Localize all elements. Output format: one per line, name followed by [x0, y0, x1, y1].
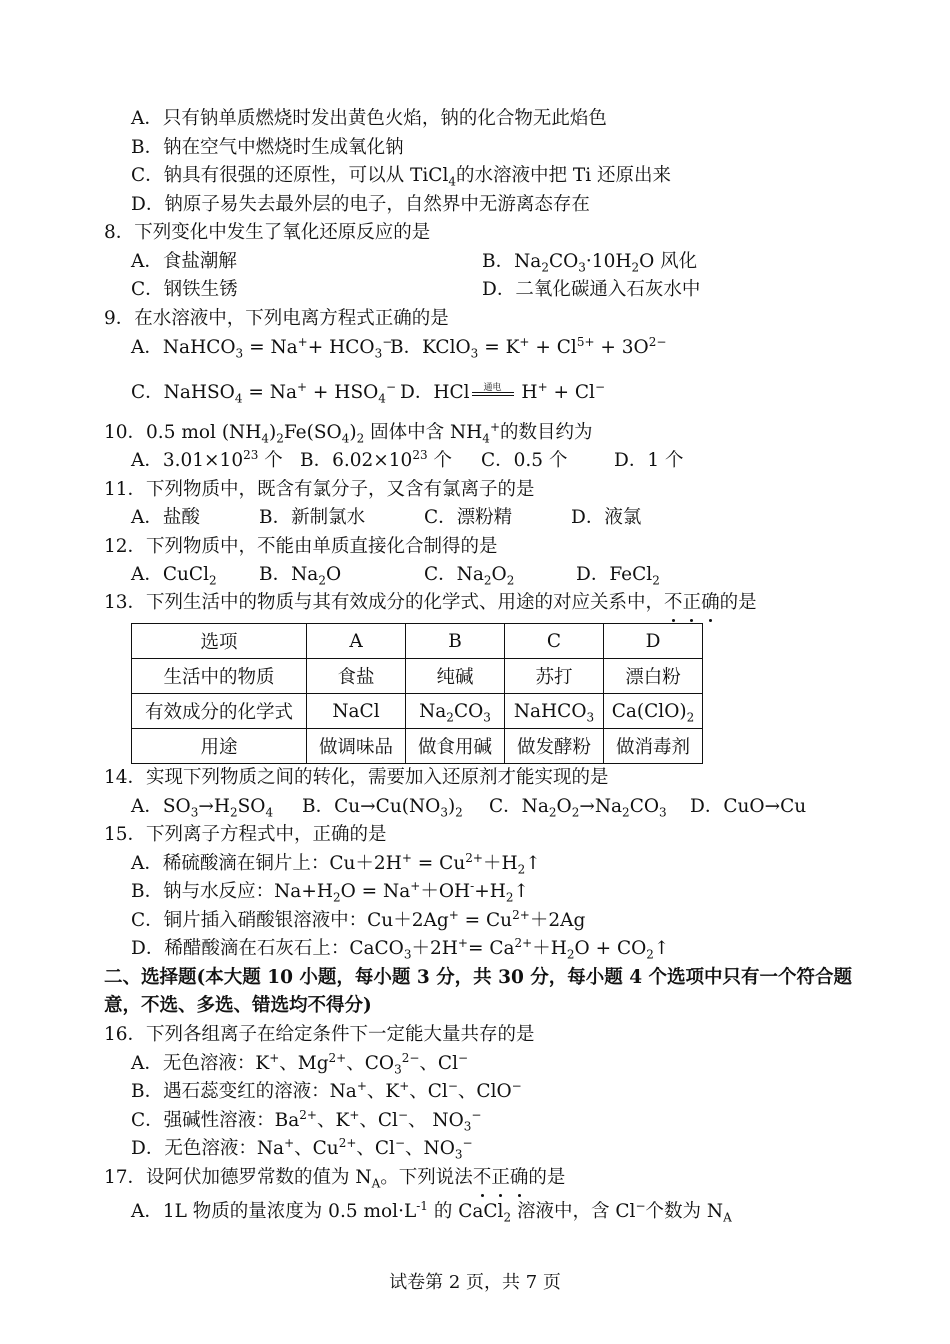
table-cell: 做发酵粉: [505, 729, 604, 764]
q15-option-a: A．稀硫酸滴在铜片上：$Cu+2H^+ = Cu^{2+}+H_2↑$: [131, 850, 541, 877]
q7-option-a: A．只有钠单质燃烧时发出黄色火焰，钠的化合物无此焰色: [131, 108, 607, 129]
q12-option-d: D．FeCl$_2$: [576, 564, 660, 588]
table-cell: 漂白粉: [604, 659, 703, 694]
q14-option-a: A．$SO_3\to H_2SO_4$: [131, 796, 274, 820]
q8-option-b: B．$Na_2CO_3\cdot 10H_2O$ 风化: [482, 251, 698, 275]
q12-option-c: C．$Na_2O_2$: [424, 564, 515, 588]
q17-option-a: A．1L 物质的量浓度为 0.5 $mol\cdot L^{-1}$ 的 CaCl$_2$ 溶液中，含 Cl−个数为 $N_A$: [131, 1198, 732, 1225]
q7-option-d: D．钠原子易失去最外层的电子，自然界中无游离态存在: [131, 194, 590, 215]
table-cell: $Na_2CO_3$: [406, 694, 505, 729]
q12-stem: 12．下列物质中，不能由单质直接化合制得的是: [104, 536, 498, 557]
q13-table: [131, 623, 703, 764]
q9-stem: 9．在水溶液中，下列电离方程式正确的是: [104, 308, 449, 329]
q8-stem: 8．下列变化中发生了氧化还原反应的是: [104, 222, 431, 243]
q16-option-d: D．无色溶液：Na+、$Cu^{2+}$、Cl−、$NO_3^-$: [131, 1135, 473, 1162]
table-row: [132, 624, 703, 659]
table-cell: 选项: [132, 624, 307, 659]
table-cell: B: [406, 624, 505, 659]
q11-option-c: C．漂粉精: [424, 507, 513, 528]
table-cell: 生活中的物质: [132, 659, 307, 694]
q15-option-d: D．稀醋酸滴在石灰石上：CaCO$_3$＋2H+= $Ca^{2+}+H_2O$ + $CO_2↑$: [131, 935, 670, 962]
q10-option-d: D．1 个: [614, 450, 684, 471]
table-row: [132, 694, 703, 729]
q16-option-b: B．遇石蕊变红的溶液：Na+、K+、Cl−、ClO−: [131, 1078, 522, 1102]
q7-option-b: B．钠在空气中燃烧时生成氧化钠: [131, 137, 404, 158]
table-row: [132, 659, 703, 694]
table-cell: 做消毒剂: [604, 729, 703, 764]
q11-stem: 11．下列物质中，既含有氯分子，又含有氯离子的是: [104, 479, 535, 500]
q9-option-d: D．HCl 通电 H+ + Cl−: [400, 380, 605, 406]
q8-option-d: D．二氧化碳通入石灰水中: [482, 279, 701, 300]
q9-option-b: B．KClO$_3$ = $K^+ + Cl^{5+} + 3O^{2-}$: [390, 334, 667, 361]
q16-stem: 16．下列各组离子在给定条件下一定能大量共存的是: [104, 1024, 535, 1045]
q7-option-c: C．钠具有很强的还原性，可以从 TiCl$_4$的水溶液中把 Ti 还原出来: [131, 165, 672, 189]
q15-option-b: B．钠与水反应：$Na+H_2O$ = $Na^++OH^-+H_2↑$: [131, 878, 529, 905]
table-cell: NaCl: [307, 694, 406, 729]
q9-option-a: A．NaHCO$_3$ = $Na^++ HCO_3^-$: [131, 334, 393, 361]
table-cell: 做调味品: [307, 729, 406, 764]
table-cell: A: [307, 624, 406, 659]
q14-option-d: D．CuO→Cu: [690, 796, 807, 817]
table-cell: 食盐: [307, 659, 406, 694]
table-cell: 纯碱: [406, 659, 505, 694]
q14-option-b: B．$Cu\to Cu(NO_3)_2$: [302, 796, 463, 820]
q10-stem: 10．0.5 mol $(NH_4)_2Fe(SO_4)_2$ 固体中含 $NH_4^+$的数目约为: [104, 419, 593, 446]
q8-option-a: A．食盐潮解: [131, 251, 237, 272]
table-cell: 苏打: [505, 659, 604, 694]
table-cell: 用途: [132, 729, 307, 764]
q13-stem: 13．下列生活中的物质与其有效成分的化学式、用途的对应关系中，不正确的是: [104, 590, 757, 616]
q10-option-c: C．0.5 个: [481, 450, 568, 471]
table-cell: NaHCO$_3$: [505, 694, 604, 729]
condition-label: 通电: [483, 383, 502, 393]
table-row: [132, 729, 703, 764]
q9-option-c: C．NaHSO$_4$ = $Na^+ + HSO_4^-$: [131, 379, 396, 406]
table-cell: 做食用碱: [406, 729, 505, 764]
q11-option-a: A．盐酸: [131, 507, 200, 528]
q15-option-c: C．铜片插入硝酸银溶液中：$Cu+2Ag^+ = Cu^{2+}+2Ag$: [131, 907, 586, 931]
q11-option-d: D．液氯: [571, 507, 642, 528]
table-cell: 有效成分的化学式: [132, 694, 307, 729]
page-footer: 试卷第 2 页，共 7 页: [389, 1272, 561, 1293]
q12-option-b: B．$Na_2O$: [259, 564, 342, 588]
q8-option-c: C．钢铁生锈: [131, 279, 238, 300]
section-heading-cont: 意，不选、多选、错选均不得分): [104, 995, 372, 1016]
q17-stem: 17．设阿伏加德罗常数的值为 $N_A$。下列说法不正确的是: [104, 1167, 566, 1191]
section-heading: 二、选择题(本大题 10 小题，每小题 3 分，共 30 分，每小题 4 个选项中只有一个符合题: [104, 967, 853, 988]
table-cell: D: [604, 624, 703, 659]
q12-option-a: A．CuCl$_2$: [131, 564, 217, 588]
table-cell: $Ca(ClO)_2$: [604, 694, 703, 729]
q16-option-c: C．强碱性溶液：$Ba^{2+}$、K+、Cl−、 $NO_3^-$: [131, 1107, 482, 1134]
q15-stem: 15．下列离子方程式中，正确的是: [104, 824, 387, 845]
q10-option-b: B．$6.02\times 10^{23}$ 个: [300, 447, 452, 471]
electrolysis-condition-arrow: [470, 384, 516, 402]
q10-option-a: A．$3.01\times 10^{23}$ 个: [131, 447, 283, 471]
q16-option-a: A．无色溶液：K+、$Mg^{2+}$、$CO_3^{2-}$、Cl−: [131, 1050, 469, 1077]
q14-option-c: C．$Na_2O_2\to Na_2CO_3$: [489, 796, 667, 820]
q14-stem: 14．实现下列物质之间的转化，需要加入还原剂才能实现的是: [104, 767, 609, 788]
table-cell: C: [505, 624, 604, 659]
q11-option-b: B．新制氯水: [259, 507, 366, 528]
